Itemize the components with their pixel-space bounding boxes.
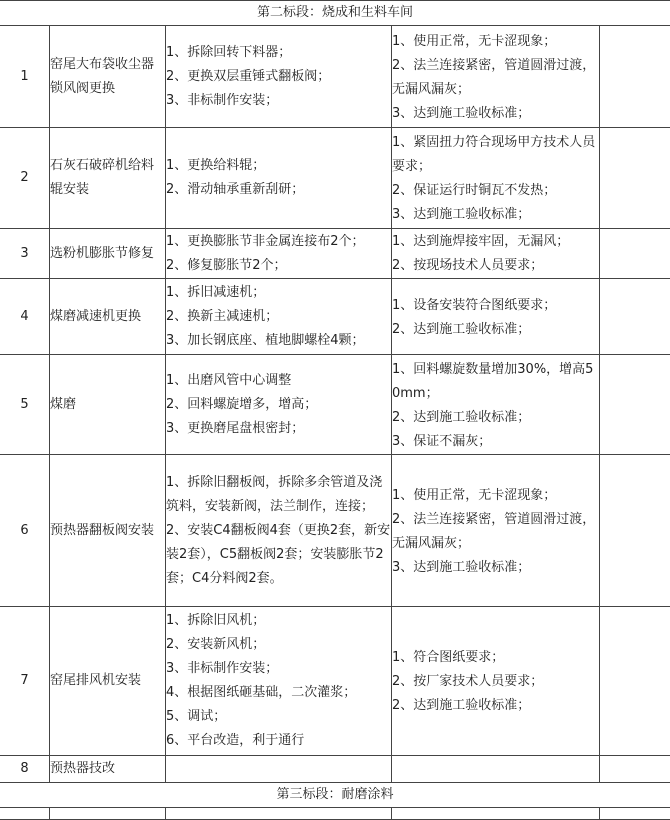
row-number: 8 [0, 756, 50, 783]
requirement-item: 1、符合图纸要求； [392, 646, 599, 670]
remarks [600, 355, 670, 455]
acceptance-requirements [392, 26, 600, 128]
acceptance-requirements [392, 455, 600, 607]
work-item: 1、更换膨胀节非金属连接布2个； [166, 230, 391, 254]
work-item: 1、更换给料辊； [166, 154, 391, 178]
requirement-item: 2、按厂家技术人员要求； [392, 670, 599, 694]
acceptance-requirements [392, 607, 600, 756]
requirement-item: 1、达到施焊接牢固，无漏风； [392, 230, 599, 254]
section-header-2 [0, 1, 670, 26]
project-name: 煤磨 [50, 355, 166, 455]
work-item: 1、拆旧减速机； [166, 281, 391, 305]
row-number: 6 [0, 455, 50, 607]
requirement-item: 1、使用正常，无卡涩现象； [392, 30, 599, 54]
row-number: 4 [0, 279, 50, 355]
work-item: 2、修复膨胀节2个； [166, 254, 391, 278]
acceptance-requirements [392, 756, 600, 783]
requirement-item: 2、保证运行时铜瓦不发热； [392, 179, 599, 203]
requirement-item: 2、达到施工验收标准； [392, 694, 599, 718]
work-content [166, 756, 392, 783]
row-number: 7 [0, 607, 50, 756]
requirement-item: 1、回料螺旋数量增加30%，增高50mm； [392, 358, 599, 406]
requirement-item: 2、法兰连接紧密，管道圆滑过渡，无漏风漏灰； [392, 508, 599, 556]
work-item: 1、拆除回转下料器； [166, 41, 391, 65]
remarks [600, 455, 670, 607]
row-number: 3 [0, 229, 50, 279]
table-row [0, 808, 670, 820]
work-content [166, 279, 392, 355]
work-content [166, 229, 392, 279]
project-name: 煤磨减速机更换 [50, 279, 166, 355]
work-item: 6、平台改造，利于通行 [166, 729, 391, 753]
acceptance-requirements [392, 279, 600, 355]
requirement-item: 2、按现场技术人员要求； [392, 254, 599, 278]
row-number: 1 [0, 26, 50, 128]
requirement-item: 1、使用正常，无卡涩现象； [392, 484, 599, 508]
acceptance-requirements [392, 355, 600, 455]
work-content [166, 128, 392, 229]
work-item: 2、换新主减速机； [166, 305, 391, 329]
table-row [0, 26, 670, 128]
work-item: 2、安装C4翻板阀4套（更换2套，新安装2套），C5翻板阀2套；安装膨胀节2套；C4分料阀2套。 [166, 519, 391, 591]
requirement-item: 3、达到施工验收标准； [392, 556, 599, 580]
work-item: 3、更换磨尾盘根密封； [166, 417, 391, 441]
requirement-item: 1、设备安装符合图纸要求； [392, 294, 599, 318]
remarks [600, 756, 670, 783]
work-item: 3、加长钢底座、植地脚螺栓4颗； [166, 329, 391, 353]
remarks [600, 229, 670, 279]
requirement-item: 3、保证不漏灰； [392, 430, 599, 454]
table-row [0, 607, 670, 756]
work-item: 2、回料螺旋增多，增高； [166, 393, 391, 417]
work-item: 3、非标制作安装； [166, 89, 391, 113]
section-title: 第三标段：耐磨涂料 [0, 783, 670, 808]
section-header-3 [0, 783, 670, 808]
row-number: 2 [0, 128, 50, 229]
project-name: 选粉机膨胀节修复 [50, 229, 166, 279]
table-row [0, 128, 670, 229]
work-item: 3、非标制作安装； [166, 657, 391, 681]
requirement-item: 2、达到施工验收标准； [392, 318, 599, 342]
acceptance-requirements [392, 229, 600, 279]
requirement-item: 3、达到施工验收标准； [392, 102, 599, 126]
project-name: 预热器技改 [50, 756, 166, 783]
empty-cell [0, 808, 50, 820]
empty-cell [392, 808, 600, 820]
work-item: 2、安装新风机； [166, 633, 391, 657]
work-content [166, 607, 392, 756]
work-item: 4、根据图纸砸基础，二次灌浆； [166, 681, 391, 705]
remarks [600, 607, 670, 756]
requirement-item: 3、达到施工验收标准； [392, 203, 599, 227]
table-row [0, 279, 670, 355]
table-row [0, 355, 670, 455]
work-content [166, 455, 392, 607]
requirement-item: 2、达到施工验收标准； [392, 406, 599, 430]
acceptance-requirements [392, 128, 600, 229]
work-item: 1、拆除旧风机； [166, 609, 391, 633]
remarks [600, 279, 670, 355]
work-item: 1、出磨风管中心调整 [166, 369, 391, 393]
work-content [166, 26, 392, 128]
project-name: 窑尾排风机安装 [50, 607, 166, 756]
requirement-item: 1、紧固扭力符合现场甲方技术人员要求； [392, 131, 599, 179]
section-title: 第二标段：烧成和生料车间 [0, 1, 670, 26]
project-name: 窑尾大布袋收尘器锁风阀更换 [50, 26, 166, 128]
project-name: 预热器翻板阀安装 [50, 455, 166, 607]
work-item: 1、拆除旧翻板阀，拆除多余管道及浇筑料，安装新阀，法兰制作，连接； [166, 471, 391, 519]
work-item: 5、调试； [166, 705, 391, 729]
remarks [600, 128, 670, 229]
work-item: 2、滑动轴承重新刮研； [166, 178, 391, 202]
table-row [0, 756, 670, 783]
row-number: 5 [0, 355, 50, 455]
empty-cell [600, 808, 670, 820]
empty-cell [50, 808, 166, 820]
table-row [0, 455, 670, 607]
table-row [0, 229, 670, 279]
remarks [600, 26, 670, 128]
requirement-item: 2、法兰连接紧密，管道圆滑过渡，无漏风漏灰； [392, 54, 599, 102]
empty-cell [166, 808, 392, 820]
work-content [166, 355, 392, 455]
project-name: 石灰石破碎机给料辊安装 [50, 128, 166, 229]
work-item: 2、更换双层重锤式翻板阀； [166, 65, 391, 89]
